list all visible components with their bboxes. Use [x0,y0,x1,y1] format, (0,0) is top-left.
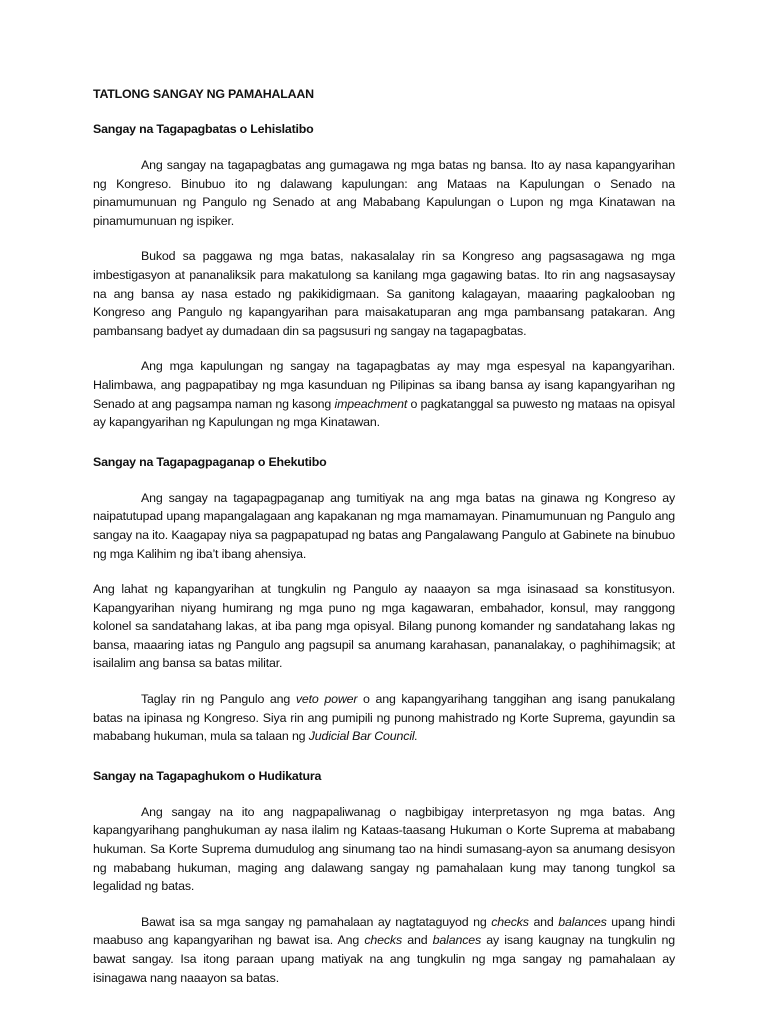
paragraph [93,489,675,563]
document-body [93,122,675,987]
section-heading: Sangay na Tagapagbatas o Lehislatibo [93,122,314,136]
italic-term: checks [491,914,529,929]
text-run: o ang kapangyarihang tanggihan ang isang panukalang batas na ipinasa ng Kongreso. Siya rin ang pumipili ng punong mahistrado ng Korte Suprema, gayundin sa mababang hukuman, mula sa talaan ng [93,692,675,744]
text-run: Ang lahat ng kapangyarihan at tungkulin ng Pangulo ay naaayon sa mga isinasaad sa konstitusyon. Kapangyarihan niyang humirang ng mga puno ng mga kagawaran, embahador, konsul, may ranggong kolonel sa sandatahang lakas, at iba pang mga opisyal. Bilang punong komander ng sandatahang lakas ng bansa, maaaring iatas ng Pangulo ang pagsupil sa anumang karahasan, pananalakay, o paghihimagsik; at isailalim ang bansa sa batas militar. [93,582,675,671]
text-run: Ang sangay na tagapagpaganap ang tumitiyak na ang mga batas na ginawa ng Kongreso ay naipatutupad upang mapangalagaan ang kapakanan ng mga mamamayan. Pinamumunuan ng Pangulo ang sangay na ito. Kaagapay niya sa pagpapatupad ng batas ang Pangalawang Pangulo at Gabinete na binubuo ng mga Kalihim ng iba’t ibang ahensiya. [93,490,675,561]
section-heading: Sangay na Tagapagpaganap o Ehekutibo [93,454,327,469]
text-run: Ang sangay na ito ang nagpapaliwanag o nagbibigay interpretasyon ng mga batas. Ang kapangyarihang panghukuman ay nasa ilalim ng Kataas-taasang Hukuman o Korte Suprema at mababang hukuman. Sa Korte Suprema dumudulog ang sinumang tao na hindi sumasang-ayon sa anumang desisyon ng mababang hukuman, maging ang dalawang sangay ng pamahalaan kung may tanong tungkol sa legalidad ng batas. [93,804,675,894]
paragraph [93,156,675,230]
text-run: ay isang kaugnay na tungkulin ng bawat sangay. Isa itong paraan upang matiyak na ang tungkulin ng mga sangay ng pamahalaan ay isinagawa nang naaayon sa batas. [93,933,675,985]
paragraph [93,247,675,340]
text-run: Bukod sa paggawa ng mga batas, nakasalalay rin sa Kongreso ang pagsasagawa ng mga imbestigasyon at pananaliksik para makatulong sa kanilang mga gagawing batas. Ito rin ang nagsasaysay na ang bansa ay nasa estado ng pakikidigmaan. Sa ganitong kalagayan, maaaring pagkalooban ng Kongreso ang Pangulo ng kapangyarihan para maisakatuparan ang mga pambansang patakaran. Ang pambansang badyet ay dumadaan din sa pagsusuri ng sangay na tagapagbatas. [93,249,675,338]
paragraph [93,803,675,896]
text-run: and [528,914,559,929]
italic-term: checks [364,933,403,948]
italic-term: veto power [295,692,358,707]
text-run: Taglay rin ng Pangulo ang [141,692,296,707]
italic-term: Judicial Bar Council. [308,729,418,744]
text-run: o pagkatanggal sa puwesto ng mataas na opisyal ay kapangyarihan ng Kapulungan ng mga Kinatawan. [93,396,675,430]
paragraph [93,580,675,673]
text-run: and [402,933,433,948]
paragraph [93,913,675,987]
italic-term: balances [558,914,607,929]
text-run: Ang mga kapulungan ng sangay na tagapagbatas ay may mga espesyal na kapangyarihan. Halimbawa, ang pagpapatibay ng mga kasunduan ng Pilipinas sa ibang bansa ay isang kapangyarihan ng Senado at ang pagsampa naman ng kasong [93,359,675,411]
text-run: Ang sangay na tagapagbatas ang gumagawa ng mga batas ng bansa. Ito ay nasa kapangyarihan ng Kongreso. Binubuo ito ng dalawang kapulungan: ang Mataas na Kapulungan o Senado na pinamumunuan ng Pangulo ng Senado at ang Mababang Kapulungan o Lupon ng mga Kinatawan na pinamumunuan ng ispiker. [93,158,675,228]
italic-term: balances [432,933,482,948]
paragraph [93,690,675,746]
paragraph [93,357,675,431]
text-run: upang hindi maabuso ang kapangyarihan ng bawat isa. Ang [93,914,675,948]
section-3 [93,769,675,987]
italic-term: impeachment [334,396,408,411]
section-heading: Sangay na Tagapaghukom o Hudikatura [93,768,322,783]
section-1 [93,122,675,432]
text-run: Bawat isa sa mga sangay ng pamahalaan ay nagtataguyod ng [141,914,492,929]
document-title: TATLONG SANGAY NG PAMAHALAAN [93,87,314,101]
section-2 [93,455,675,746]
